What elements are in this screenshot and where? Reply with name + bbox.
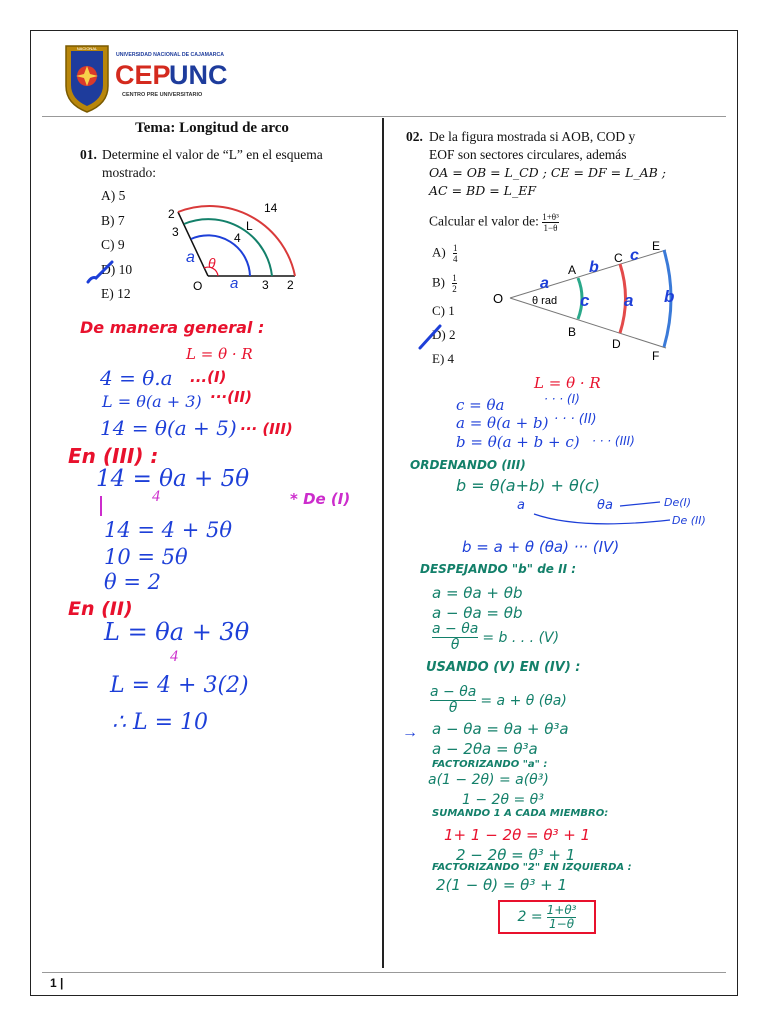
despejando-label: DESPEJANDO "b" de II :	[420, 562, 577, 576]
q2-eq-1-tag: · · · (I)	[544, 392, 580, 406]
equation-1: 4 = θ.a	[100, 366, 173, 390]
q2-eq-3-tag: · · · (III)	[592, 434, 635, 448]
header-rule	[42, 116, 726, 117]
q2-line-3: OA = OB = L_CD ; CE = DF = L_AB ;	[429, 165, 667, 180]
option-b[interactable]: B) $\frac{1}{2}$	[432, 273, 457, 294]
q2-calc-line: Calcular el valor de: $\frac{\text{1+θ³}}{1-\theta}$	[429, 212, 559, 233]
svg-text:O: O	[493, 291, 504, 306]
general-formula: L = θ · R	[186, 345, 253, 363]
q2-eq-3: b = θ(a + b + c)	[456, 433, 580, 451]
option-c[interactable]: C) 9	[101, 237, 125, 252]
final-answer-q2: 2 = $\frac{\text{1+θ³}}{1-\theta}$	[498, 900, 596, 934]
despejando-step-2: a − θa = θb	[432, 604, 523, 622]
factorizando-2-label: FACTORIZANDO "2" EN IZQUIERDA :	[432, 862, 632, 873]
q2-fraction: $\frac{\text{1+θ³}}{1-\theta}$	[542, 212, 559, 233]
usando-step-2: a − θa = θa + θ³a	[432, 720, 569, 738]
q2-formula: L = θ · R	[534, 374, 601, 392]
q2-line-2: EOF son sectores circulares, además	[429, 147, 627, 162]
q1-sector-figure	[160, 196, 310, 296]
ordenando-arrows	[520, 496, 670, 530]
svg-text:E: E	[652, 239, 661, 253]
svg-text:2: 2	[168, 207, 175, 221]
svg-text:θ rad: θ rad	[532, 295, 558, 307]
question-2	[406, 128, 706, 198]
svg-text:D: D	[612, 337, 621, 351]
step-2: 14 = 4 + 5θ	[104, 518, 232, 542]
step-1-substitution: 4	[152, 488, 160, 505]
factorizando-step-2: 1 − 2θ = θ³	[462, 792, 544, 808]
page-number: 1 |	[50, 976, 64, 990]
university-seal-icon	[66, 46, 108, 112]
brand-subtitle: CENTRO PRE UNIVERSITARIO	[122, 92, 203, 98]
q2-check-mark	[416, 322, 446, 352]
equation-3: 14 = θ(a + 5)	[100, 416, 237, 440]
svg-text:b: b	[589, 259, 599, 276]
final-answer-q1: ∴ L = 10	[112, 710, 209, 735]
step-5-substitution: 4	[170, 648, 178, 665]
svg-text:3: 3	[172, 225, 179, 239]
usando-step-3: a − 2θa = θ³a	[432, 740, 538, 758]
q1-check-mark	[82, 258, 122, 288]
cepunc-logo	[62, 42, 227, 114]
ordenando-label: ORDENANDO (III)	[410, 458, 526, 472]
svg-text:c: c	[580, 291, 590, 310]
equation-2-tag: ···(II)	[210, 388, 252, 406]
q2-eq-2: a = θ(a + b)	[456, 414, 549, 432]
despejando-step-3: $\frac{a - \theta a}{\theta}$ = b . . . (V)	[432, 621, 560, 653]
q2-eq-1: c = θa	[456, 396, 505, 414]
svg-text:L: L	[246, 219, 253, 233]
university-name: UNIVERSIDAD NACIONAL DE CAJAMARCA	[116, 52, 224, 58]
svg-text:a: a	[186, 249, 195, 266]
step-1: 14 = θa + 5θ	[96, 466, 250, 492]
svg-text:B: B	[568, 325, 577, 339]
equation-3-tag: ··· (III)	[240, 420, 293, 438]
usando-label: USANDO (V) EN (IV) :	[426, 660, 581, 675]
svg-text:b: b	[664, 287, 675, 306]
svg-text:a: a	[230, 275, 239, 292]
svg-text:NACIONAL: NACIONAL	[76, 46, 98, 51]
ordenando-sub-b: θa	[597, 498, 613, 513]
option-d[interactable]: D) 2	[432, 327, 456, 342]
en-iii-note: En (III) :	[68, 444, 159, 468]
brand-unc: UNC	[169, 60, 227, 90]
option-d[interactable]: D) 10	[101, 261, 133, 277]
question-text: Determine el valor de “L” en el esquema mostrado:	[102, 147, 323, 180]
equation-2: L = θ(a + 3)	[102, 392, 202, 411]
page-title: Tema: Longitud de arco	[135, 120, 289, 136]
option-e[interactable]: E) 4	[432, 351, 455, 366]
equation-1-tag: ...(I)	[190, 368, 227, 386]
question-number: 01.	[80, 147, 97, 162]
svg-text:C: C	[614, 251, 623, 265]
step-3: 10 = 5θ	[104, 545, 188, 569]
ordenando-sub-a: a	[517, 498, 525, 513]
step-5: L = θa + 3θ	[104, 618, 250, 646]
factorizando-label: FACTORIZANDO "a" :	[432, 759, 548, 770]
brand-cep: CEP	[115, 60, 171, 90]
usando-step-1: $\frac{a - \theta a}{\theta}$ = a + θ (θa)	[430, 684, 567, 716]
svg-text:4: 4	[234, 231, 241, 245]
sumando-step-2: 2 − 2θ = θ³ + 1	[456, 846, 576, 864]
factorizando-2-step: 2(1 − θ) = θ³ + 1	[436, 876, 568, 894]
option-a[interactable]: A) $\frac{1}{4}$	[432, 243, 458, 264]
option-b[interactable]: B) 7	[101, 212, 125, 228]
step-4: θ = 2	[104, 570, 161, 594]
svg-text:A: A	[568, 263, 577, 277]
q2-line-4: AC = BD = L_EF	[429, 183, 536, 198]
q2-line-1: De la figura mostrada si AOB, COD y	[429, 129, 636, 144]
svg-text:14: 14	[264, 201, 278, 215]
svg-text:c: c	[630, 247, 639, 264]
q1-options	[101, 188, 132, 311]
q2-eq-iv: b = a + θ (θa) ··· (IV)	[462, 538, 620, 556]
option-a[interactable]: A) 5	[101, 188, 126, 203]
svg-text:a: a	[540, 275, 549, 292]
option-c[interactable]: C) 1	[432, 303, 455, 318]
step-6: L = 4 + 3(2)	[110, 673, 249, 698]
ordenando-note-2: De (II)	[672, 514, 706, 527]
svg-text:a: a	[624, 291, 634, 310]
question-number: 02.	[406, 129, 423, 144]
svg-text:θ: θ	[208, 255, 216, 271]
general-note: De manera general :	[80, 318, 265, 337]
svg-text:F: F	[652, 349, 660, 363]
despejando-step-1: a = θa + θb	[432, 584, 523, 602]
en-ii-note: En (II)	[68, 598, 133, 620]
q2-sector-figure	[488, 236, 688, 366]
svg-text:O: O	[193, 279, 203, 293]
sumando-label: SUMANDO 1 A CADA MIEMBRO:	[432, 808, 609, 819]
sumando-step-1: 1+ 1 − 2θ = θ³ + 1	[444, 826, 591, 844]
step-1-note: * De (I)	[290, 490, 351, 508]
q2-eq-2-tag: · · · (II)	[554, 412, 597, 427]
step-1-marker	[100, 496, 102, 516]
ordenando-note-1: De(I)	[664, 496, 692, 509]
factorizando-step-1: a(1 − 2θ) = a(θ³)	[428, 772, 549, 788]
option-e[interactable]: E) 12	[101, 286, 131, 301]
question-1	[80, 146, 370, 180]
svg-text:3: 3	[262, 278, 269, 292]
svg-text:2: 2	[287, 278, 294, 292]
footer-rule	[42, 972, 726, 973]
arrow-icon: →	[402, 724, 418, 741]
ordenando-step: b = θ(a+b) + θ(c)	[456, 476, 601, 495]
column-divider	[382, 118, 384, 968]
